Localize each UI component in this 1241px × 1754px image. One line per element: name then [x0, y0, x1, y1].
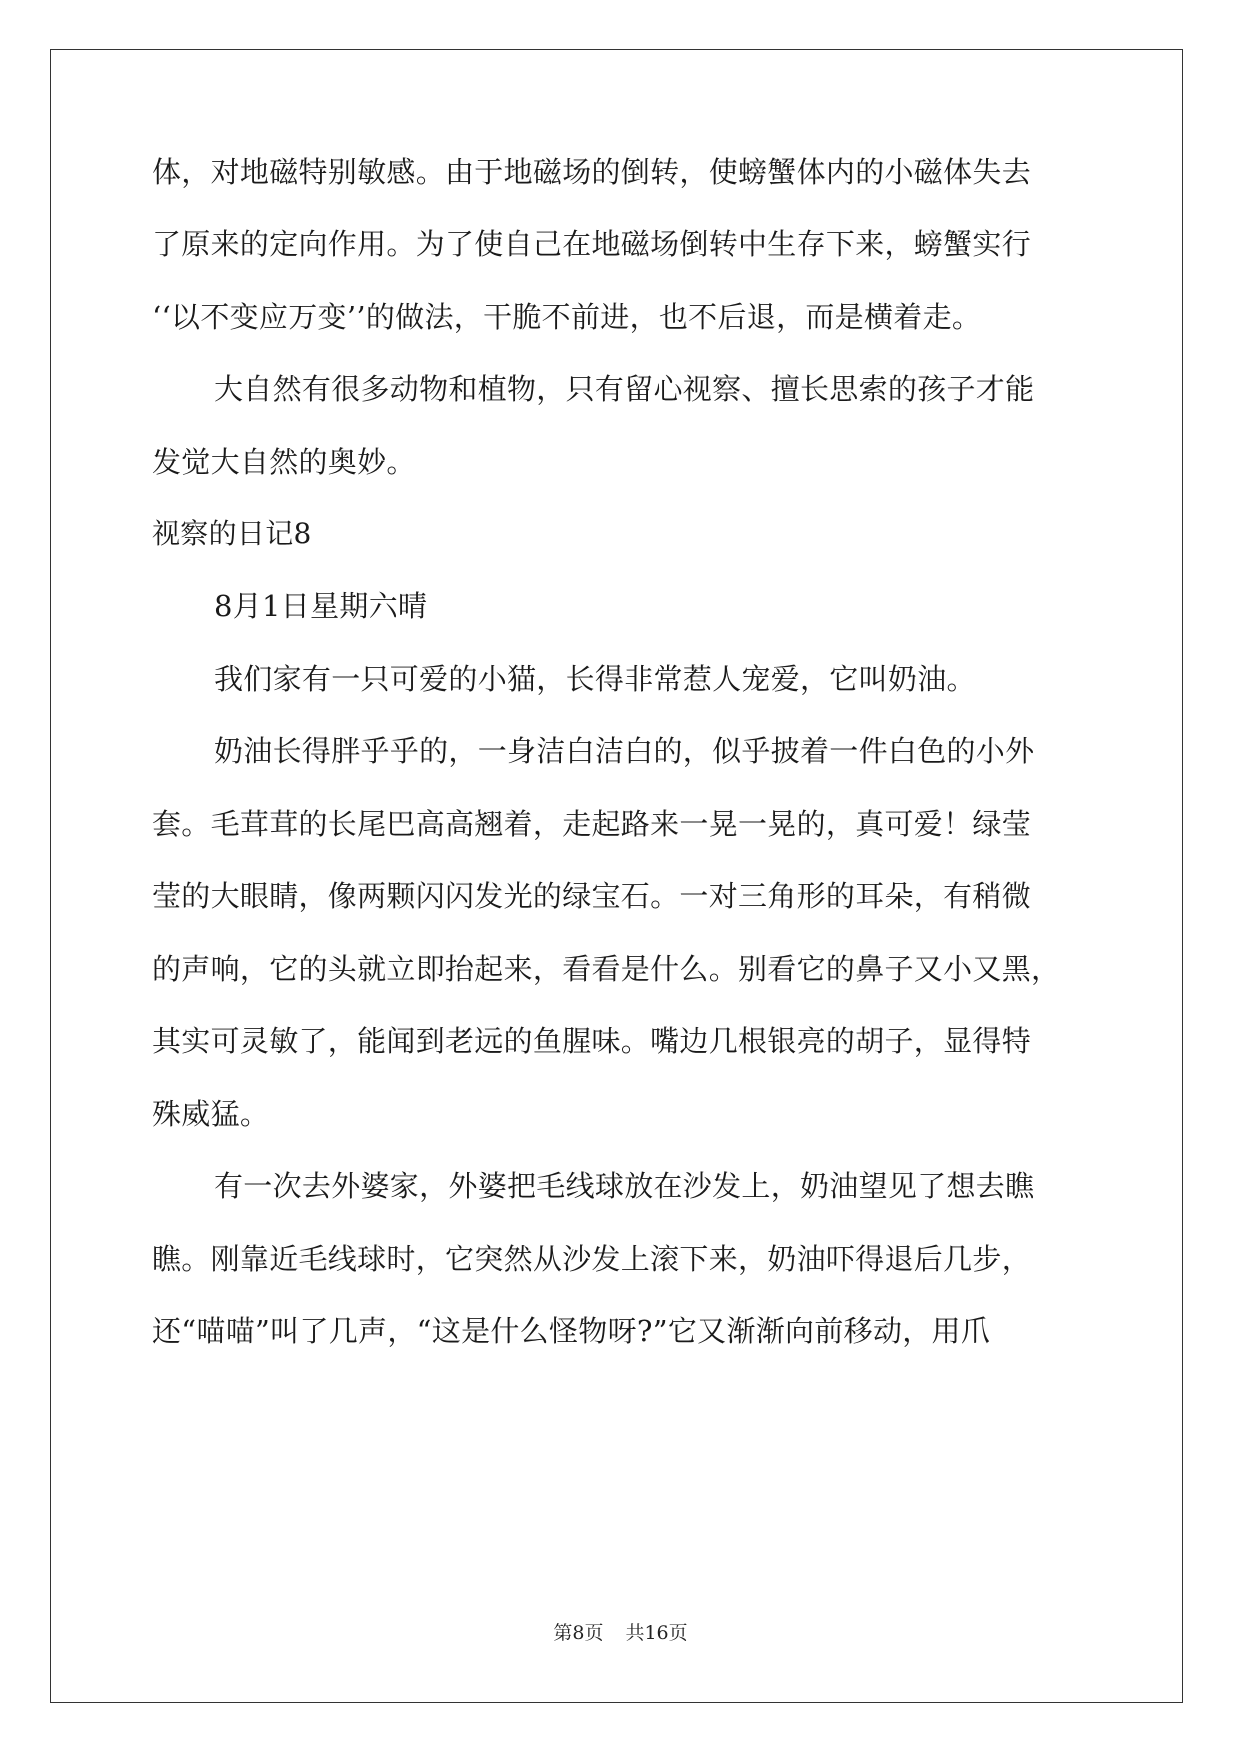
text-line: 的声响，它的头就立即抬起来，看看是什么。别看它的鼻子又小又黑，	[152, 952, 1061, 986]
text-line: 其实可灵敏了，能闻到老远的鱼腥味。嘴边几根银亮的胡子，显得特	[152, 1024, 1032, 1058]
page-total: 共16页	[625, 1622, 688, 1644]
text-line: 瞧。刚靠近毛线球时，它突然从沙发上滚下来，奶油吓得退后几步，	[152, 1242, 1032, 1276]
text-line: ‘‘以不变应万变’’的做法，干脆不前进，也不后退，而是横着走。	[152, 300, 982, 334]
text-line: 体，对地磁特别敏感。由于地磁场的倒转，使螃蟹体内的小磁体失去	[152, 155, 1032, 189]
text-line: 还“喵喵”叫了几声，“这是什么怪物呀?”它又渐渐向前移动，用爪	[152, 1314, 991, 1348]
text-line: 发觉大自然的奥妙。	[152, 445, 416, 479]
text-line: 莹的大眼睛，像两颗闪闪发光的绿宝石。一对三角形的耳朵，有稍微	[152, 879, 1032, 913]
text-line: 了原来的定向作用。为了使自己在地磁场倒转中生存下来，螃蟹实行	[152, 227, 1032, 261]
page-footer	[0, 1621, 1241, 1645]
page-number: 第8页	[553, 1622, 604, 1644]
paragraph-start-line: 奶油长得胖乎乎的，一身洁白洁白的，似乎披着一件白色的小外	[214, 734, 1035, 768]
section-heading: 视察的日记8	[152, 517, 312, 550]
paragraph-start-line: 我们家有一只可爱的小猫，长得非常惹人宠爱，它叫奶油。	[214, 662, 976, 696]
diary-date-line: 8月1日星期六晴	[214, 589, 428, 623]
paragraph-start-line: 大自然有很多动物和植物，只有留心视察、擅长思索的孩子才能	[214, 372, 1035, 406]
paragraph-start-line: 有一次去外婆家，外婆把毛线球放在沙发上，奶油望见了想去瞧	[214, 1169, 1035, 1203]
text-line: 套。毛茸茸的长尾巴高高翘着，走起路来一晃一晃的，真可爱！绿莹	[152, 807, 1032, 841]
text-line: 殊威猛。	[152, 1097, 270, 1131]
